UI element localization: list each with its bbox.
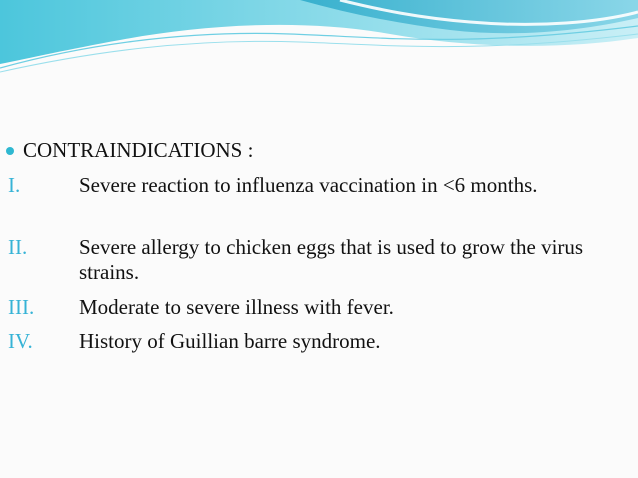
list-numeral: I. (8, 173, 21, 197)
list-item-text: History of Guillian barre syndrome. (79, 329, 381, 353)
bullet-dot-icon (6, 147, 14, 155)
list-numeral: III. (8, 295, 35, 319)
list-item (0, 173, 600, 223)
list-item-text: Severe reaction to influenza vaccination in <6 months. (79, 173, 538, 197)
list-numeral: II. (8, 235, 28, 259)
header-wave-decoration (0, 0, 638, 80)
heading-row (6, 138, 253, 163)
list-item-text: Moderate to severe illness with fever. (79, 295, 394, 319)
list-numeral: IV. (8, 329, 33, 353)
slide-heading: CONTRAINDICATIONS : (23, 138, 254, 162)
list-item (0, 235, 600, 285)
list-item (0, 329, 600, 354)
list-item-text: Severe allergy to chicken eggs that is used to grow the virus strains. (79, 235, 584, 284)
list-item (0, 295, 600, 320)
